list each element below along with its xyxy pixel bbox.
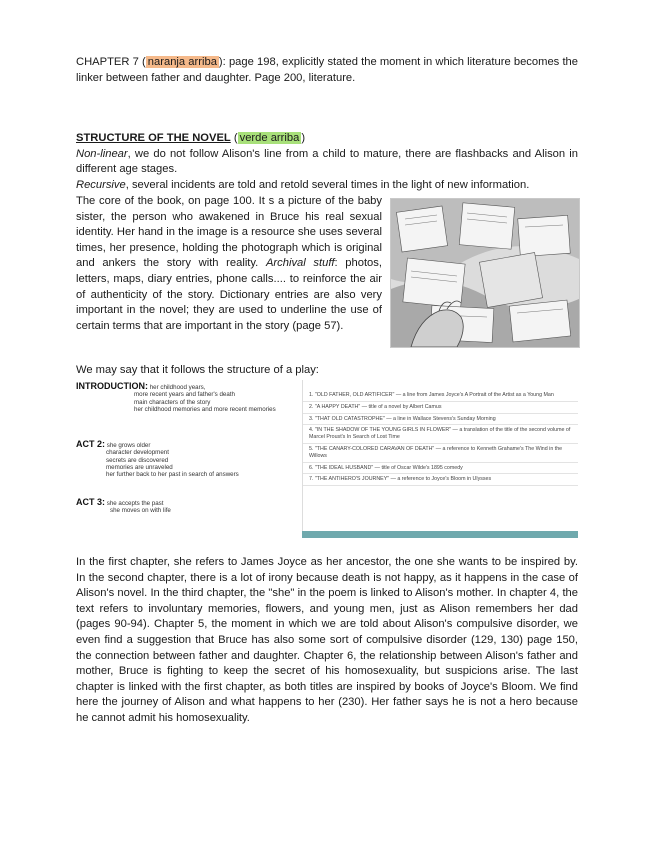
recursive-paragraph: Recursive, several incidents are told and retold several times in the light of new information.: [76, 178, 530, 191]
teal-footer-bar: [302, 531, 578, 538]
chapter-item: 2. "A HAPPY DEATH" — title of a novel by Albert Camus: [303, 402, 578, 414]
core-paragraph: The core of the book, on page 100. It s a picture of the baby sister, the person who awakened in Bruce his real sexual identity. Her hand in the image is a resource she uses several times, her presence, holding the photograph which is original and ankers the story with reality. Archival stuff: photos, letters, maps, diary entries, phone calls.... to reinforce the air of authenticity of the story. Dictionary entries are also very important in the novel; they are used to underline the use of certain terms that are important in the story (page 57).: [76, 195, 382, 332]
chapter-item: 5. "THE CANARY-COLORED CARAVAN OF DEATH" — a reference to Kenneth Grahame's The Wind in the Willows: [303, 444, 578, 463]
orange-highlight: naranja arriba: [147, 56, 217, 68]
play-intro: We may say that it follows the structure of a play:: [76, 364, 319, 376]
recursive-term: Recursive: [76, 178, 126, 191]
comic-panel-image: [390, 198, 580, 348]
nonlinear-term: Non-linear: [76, 147, 128, 160]
chapter7-paragraph: [76, 55, 578, 86]
act3-label: ACT 3:: [76, 496, 105, 507]
structure-section: [76, 131, 578, 193]
chapter-item: 3. "THAT OLD CATASTROPHE" — a line in Wallace Stevens's Sunday Morning: [303, 414, 578, 426]
chapters-panel: [302, 380, 578, 538]
structure-heading-line: STRUCTURE OF THE NOVEL ( verde arriba ): [76, 132, 306, 144]
introduction-label: INTRODUCTION:: [76, 381, 148, 391]
chapter-item: 4. "IN THE SHADOW OF THE YOUNG GIRLS IN FLOWER" — a translation of the title of the second volume of Marcel Proust's In Search of Lost Time: [303, 425, 578, 444]
structure-heading: STRUCTURE OF THE NOVEL: [76, 132, 231, 144]
chapter-item: 1. "OLD FATHER, OLD ARTIFICER" — a line from James Joyce's A Portrait of the Artist as a Young Man: [303, 380, 578, 402]
play-structure-image: [76, 380, 578, 538]
chapter-item: 7. "THE ANTIHERO'S JOURNEY" — a reference to Joyce's Bloom in Ulysses: [303, 474, 578, 486]
chapter-item: 6. "THE IDEAL HUSBAND" — title of Oscar Wilde's 1895 comedy: [303, 463, 578, 475]
acts-panel: INTRODUCTION: her childhood years, more recent years and father's death main characters of the story her childhood memories and more recent memories ACT 2: she grows older character development secrets are discovered memories are unraveled her further back to her past in search of answers ACT 3: she accepts the past she moves on with life: [76, 381, 276, 514]
nonlinear-paragraph: Non-linear, we do not follow Alison's line from a child to mature, there are flashbacks and Alison in different age stages.: [76, 147, 578, 176]
green-highlight: verde arriba: [239, 132, 300, 144]
chapter7-prefix: CHAPTER 7 (: [76, 56, 146, 68]
chapters-analysis-paragraph: In the first chapter, she refers to James Joyce as her ancestor, the one she wants to be inspired by. In the second chapter, there is a lot of irony because death is not happy, as it happens in the case of Alison's novel. In the third chapter, the "she" in the poem is linked to Alison's mother. In chapter 4, the text refers to involuntary memories, flowers, and young men, just as Alison remembers her dad (pages 90-94). Chapter 5, the moment in which we are told about Alison's compulsive disorder, we even find a suggestion that Bruce has also some sort of compulsive disorder (129, 130) page 150, the connection between father and daughter. Chapter 6, the relationship between Alison's father and mother, Bruce is fighting to keep the secret of his homosexuality, but suspicions arise. The last chapter is linked with the first chapter, as both titles are inspired by books of Joyce's Bloom. We find here the journey of Alison and what happens to her (230). Her father says he is not a hero because he cannot admit his homosexuality.: [76, 556, 578, 724]
archival-term: Archival stuff: [265, 257, 335, 270]
act2-label: ACT 2:: [76, 439, 105, 450]
chapter7-suffix: ): page 198, explicitly stated the moment in which literature becomes the linker between father and daughter. Page 200, literature.: [76, 56, 579, 84]
